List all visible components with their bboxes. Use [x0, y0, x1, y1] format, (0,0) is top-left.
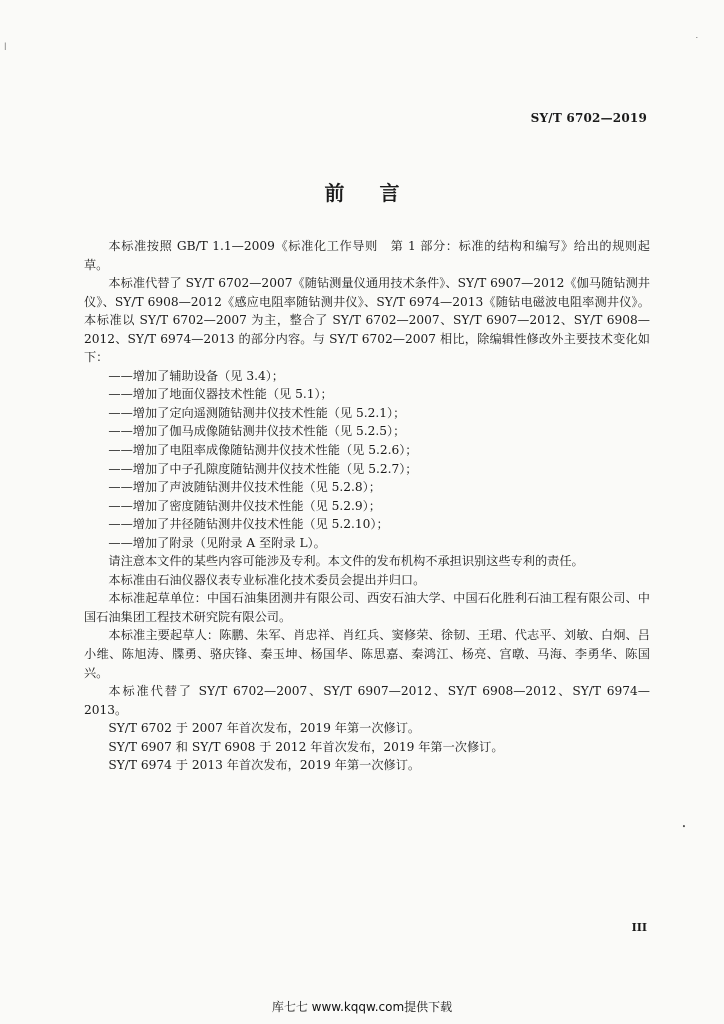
list-item: ——增加了辅助设备（见 3.4）；	[108, 368, 284, 383]
proposer-note: 本标准由石油仪器仪表专业标准化技术委员会提出并归口。	[108, 572, 426, 587]
scan-mark: •	[681, 823, 686, 831]
standard-code: SY/T 6702—2019	[530, 111, 647, 125]
footer-watermark: 库七七 www.kqqw.com提供下载	[271, 1000, 453, 1014]
list-item: ——增加了密度随钻测井仪技术性能（见 5.2.9）；	[108, 498, 381, 513]
change-list	[84, 367, 650, 552]
scan-mark: |	[4, 42, 7, 50]
list-item: ——增加了定向遥测随钻测井仪技术性能（见 5.2.1）；	[108, 405, 406, 420]
drafting-units: 本标准起草单位：中国石油集团测井有限公司、西安石油大学、中国石化胜利石油工程有限公司、中国石油集团工程技术研究院有限公司。	[84, 591, 650, 624]
foreword-body	[84, 237, 650, 775]
list-item: ——增加了声波随钻测井仪技术性能（见 5.2.8）；	[108, 480, 381, 495]
history-note: SY/T 6974 于 2013 年首次发布，2019 年第一次修订。	[108, 758, 421, 773]
paragraph: 本标准按照 GB/T 1.1—2009《标准化工作导则 第 1 部分：标准的结构和编写》给出的规则起草。	[84, 239, 650, 272]
history-note: SY/T 6702 于 2007 年首次发布，2019 年第一次修订。	[108, 721, 421, 736]
list-item: ——增加了附录（见附录 A 至附录 L）。	[108, 535, 326, 550]
list-item: ——增加了地面仪器技术性能（见 5.1）；	[108, 387, 333, 402]
page-number: III	[631, 921, 647, 934]
history-note: SY/T 6907 和 SY/T 6908 于 2012 年首次发布，2019 年第一次修订。	[108, 739, 504, 754]
list-item: ——增加了电阻率成像随钻测井仪技术性能（见 5.2.6）；	[108, 443, 418, 458]
list-item: ——增加了中子孔隙度随钻测井仪技术性能（见 5.2.7）；	[108, 461, 418, 476]
replacement-note: 本标准代替了 SY/T 6702—2007、SY/T 6907—2012、SY/T 6908—2012、SY/T 6974—2013。	[84, 684, 650, 717]
paragraph: 本标准代替了 SY/T 6702—2007《随钻测量仪通用技术条件》、SY/T 6907—2012《伽马随钻测井仪》、SY/T 6908—2012《感应电阻率随钻测井仪》、SY/T 6974—2013《随钻电磁波电阻率测井仪》。本标准以 SY/T 6702—2007 为主，整合了 SY/T 6702—2007、SY/T 6907—2012、SY/T 6908—2012、SY/T 6974—2013 的部分内容。与 SY/T 6702—2007 相比，除编辑性修改外主要技术变化如下：	[84, 276, 650, 365]
page-title: 前 言	[324, 181, 400, 205]
drafters: 本标准主要起草人：陈鹏、朱军、肖忠祥、肖红兵、窦修荣、徐韧、王珺、代志平、刘敏、白炯、吕小维、陈旭涛、牒勇、骆庆锋、秦玉坤、杨国华、陈思嘉、秦鸿江、杨亮、宫暾、马海、李勇华、陈国兴。	[84, 628, 650, 680]
list-item: ——增加了井径随钻测井仪技术性能（见 5.2.10）；	[108, 517, 389, 532]
patent-note: 请注意本文件的某些内容可能涉及专利。本文件的发布机构不承担识别这些专利的责任。	[108, 554, 584, 569]
scan-mark: ·	[695, 34, 698, 42]
list-item: ——增加了伽马成像随钻测井仪技术性能（见 5.2.5）；	[108, 424, 406, 439]
